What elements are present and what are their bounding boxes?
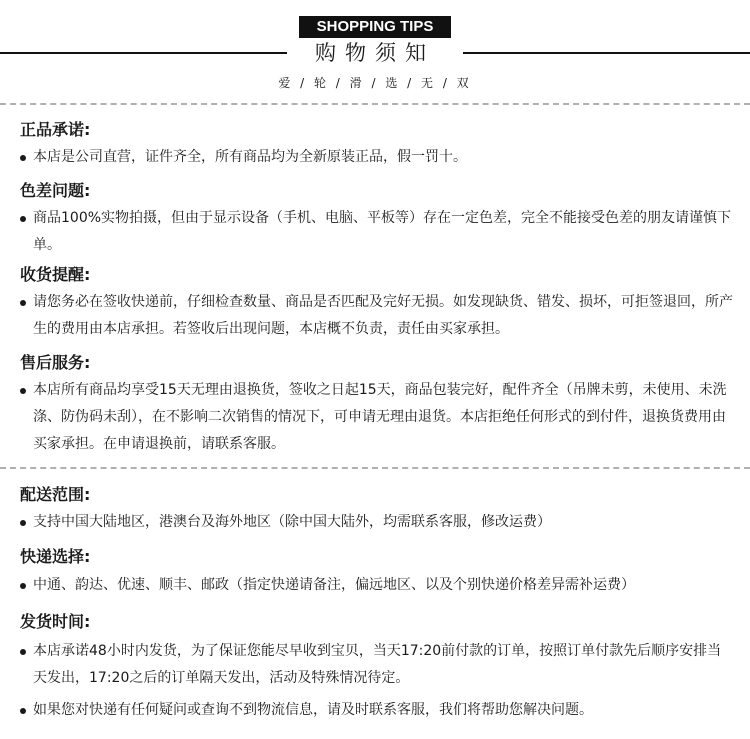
section-title-authentic: 正品承诺: (20, 120, 91, 139)
header-rule-left (0, 52, 287, 54)
section-title-receipt: 收货提醒: (20, 265, 91, 284)
tips-header (0, 0, 750, 100)
bullet-icon (20, 649, 26, 655)
header-rule-right (463, 52, 750, 54)
list-item: 本店所有商品均享受15天无理由退换货，签收之日起15天，商品包装完好，配件齐全（吊牌未剪，未使用、未洗涤、防伪码未刮），在不影响二次销售的情况下，可申请无理由退货。本店拒绝任何形式的到付件，退换货费用由买家承担。在申请退换前，请联系客服。 (18, 377, 733, 458)
section-divider (0, 467, 750, 469)
section-title-shipping-time: 发货时间: (20, 612, 91, 631)
section-divider (0, 103, 750, 105)
bullet-icon (20, 388, 26, 394)
list-item: 商品100%实物拍摄，但由于显示设备（手机、电脑、平板等）存在一定色差，完全不能接受色差的朋友请谨慎下单。 (18, 205, 733, 259)
list-item: 支持中国大陆地区，港澳台及海外地区（除中国大陆外，均需联系客服，修改运费） (18, 509, 733, 536)
list-item: 请您务必在签收快递前，仔细检查数量、商品是否匹配及完好无损。如发现缺货、错发、损坏，可拒签退回，所产生的费用由本店承担。若签收后出现问题，本店概不负责，责任由买家承担。 (18, 289, 733, 343)
section-title-delivery-area: 配送范围: (20, 485, 91, 504)
bullet-icon (20, 583, 26, 589)
bullet-icon (20, 300, 26, 306)
bullet-icon (20, 155, 26, 161)
bullet-icon (20, 708, 26, 714)
list-item: 中通、韵达、优速、顺丰、邮政（指定快递请备注，偏远地区、以及个别快递价格差异需补运费） (18, 572, 733, 599)
list-item: 本店是公司直营，证件齐全，所有商品均为全新原装正品，假一罚十。 (18, 144, 733, 171)
page-subtitle: 爱 / 轮 / 滑 / 选 / 无 / 双 (278, 76, 472, 90)
section-title-courier: 快递选择: (20, 547, 91, 566)
bullet-icon (20, 216, 26, 222)
list-item: 本店承诺48小时内发货，为了保证您能尽早收到宝贝，当天17:20前付款的订单，按照订单付款先后顺序安排当天发出，17:20之后的订单隔天发出，活动及特殊情况待定。 (18, 638, 733, 692)
page-title: 购物须知 (315, 41, 435, 65)
section-title-aftersale: 售后服务: (20, 353, 91, 372)
shopping-tips-badge: SHOPPING TIPS (299, 16, 451, 38)
bullet-icon (20, 520, 26, 526)
list-item: 如果您对快递有任何疑问或查询不到物流信息，请及时联系客服，我们将帮助您解决问题。 (18, 697, 733, 724)
section-title-color: 色差问题: (20, 181, 91, 200)
